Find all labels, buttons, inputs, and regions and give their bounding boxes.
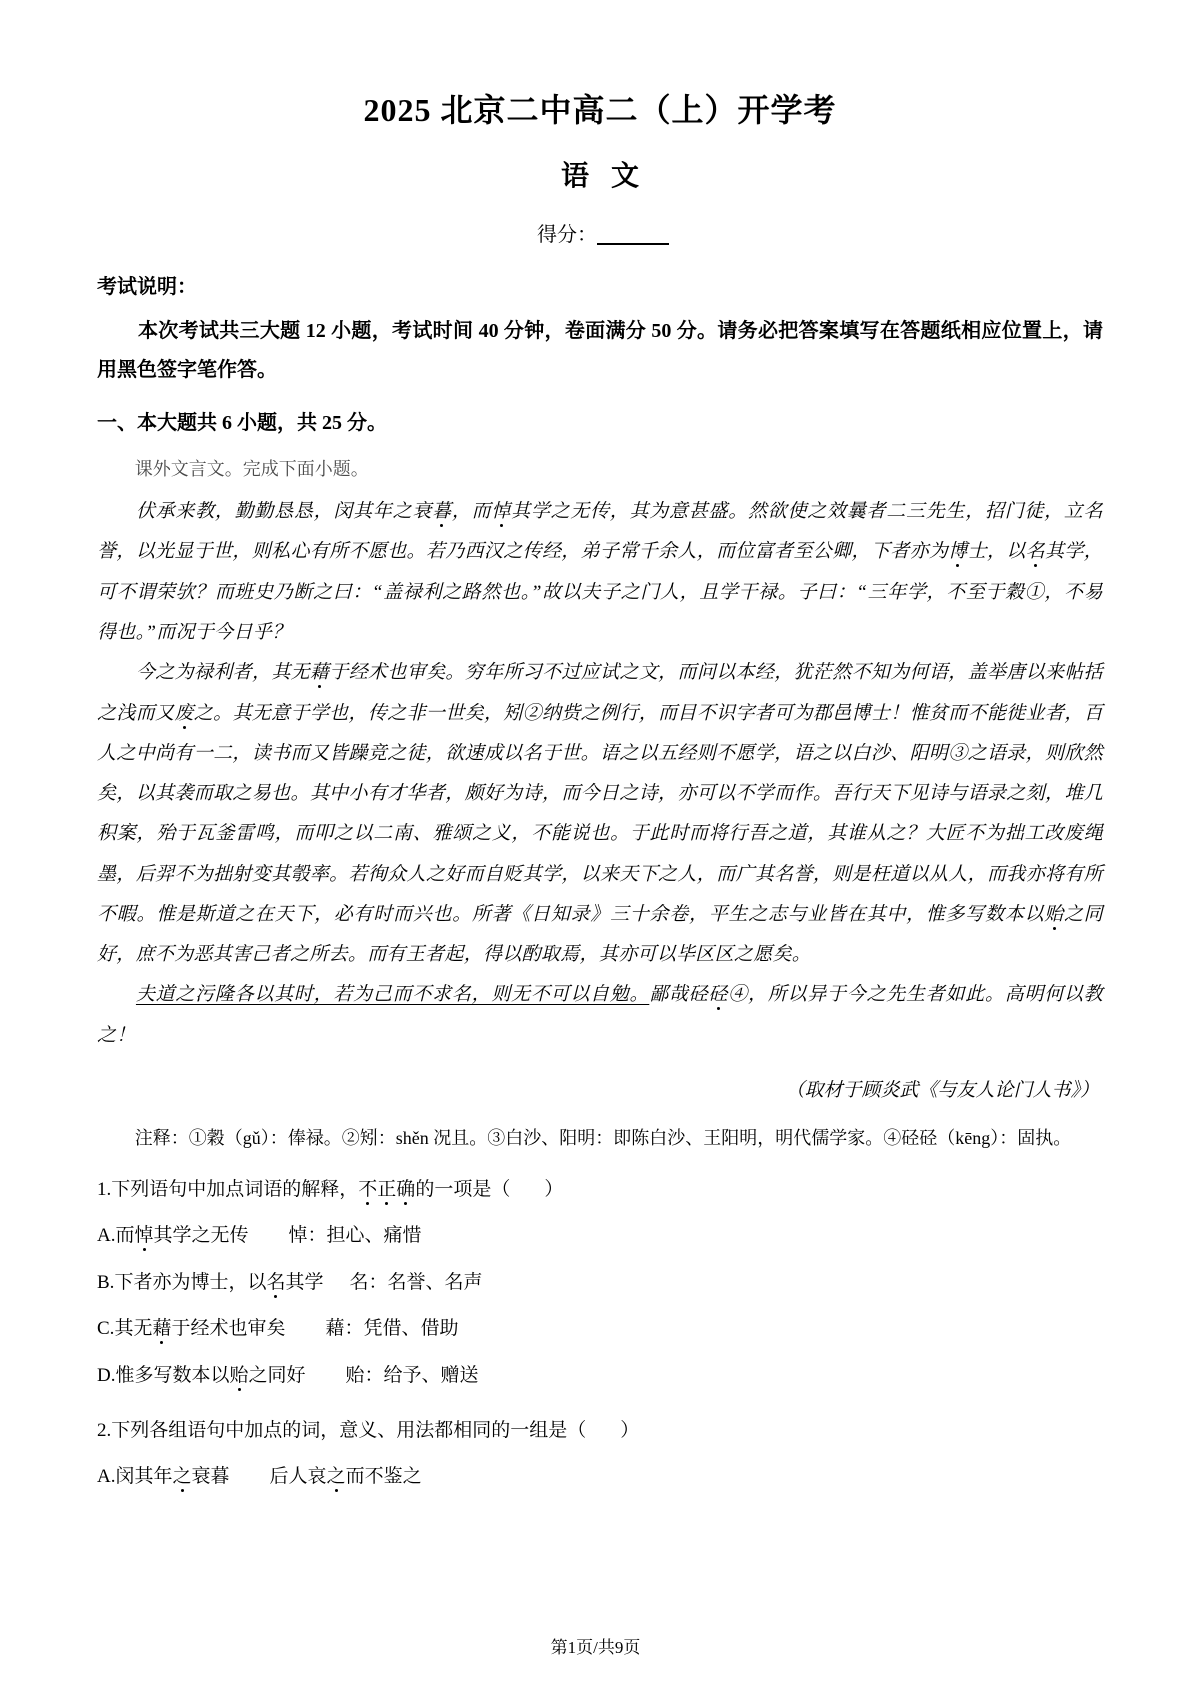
question-text: 的一项是（: [415, 1178, 511, 1200]
passage-source: （取材于顾炎武《与友人论门人书》）: [785, 1079, 1099, 1101]
option-sentence: 下者亦为博士，以: [114, 1271, 267, 1293]
option-sentence: 其无: [114, 1318, 153, 1340]
emphasis-char: 博: [948, 541, 968, 563]
question-1-option-b[interactable]: [97, 1263, 1103, 1304]
footnote-1: ①穀（gǔ）：俸禄。: [188, 1127, 342, 1148]
page-title: 2025 北京二中高二（上）开学考: [363, 92, 837, 128]
emphasis-char: 贻: [1044, 903, 1064, 925]
passage-text: 今之为禄利者，其无: [135, 662, 311, 684]
option-sentence: 惟多写数本以: [115, 1365, 230, 1387]
emphasis-char: 之: [326, 1466, 346, 1488]
emphasis-char: 藉: [310, 662, 330, 684]
emphasis-char: 悼: [134, 1224, 154, 1246]
section-heading: 一、本大题共 6 小题，共 25 分。: [97, 412, 387, 434]
option-sentence: 而不鉴之: [345, 1466, 422, 1488]
question-emphasis: [358, 1179, 415, 1200]
passage-text: 其学之无传，其为意甚盛。然欲使之效曩者二三先生，招门徒，立名誉，以光显于世，则私心有所不愿也。若乃西汉之传经，弟子常千余人，而位富者至公卿，下者亦为: [97, 501, 1103, 563]
emphasis-char: 贻: [229, 1365, 249, 1387]
emphasis-char: 废: [174, 702, 194, 724]
option-letter: A.: [97, 1466, 116, 1488]
option-sentence: 后人哀: [269, 1466, 327, 1488]
footnote-3: ③白沙、阳明：即陈白沙、王阳明，明代儒学家。: [487, 1127, 884, 1148]
option-letter: B.: [97, 1271, 115, 1293]
page-footer: 第1页/共9页: [550, 1638, 641, 1657]
option-letter: D.: [97, 1365, 116, 1387]
passage-text: 伏承来教，勤勤恳恳，闵其年之衰: [135, 501, 433, 523]
option-sentence: 其学: [285, 1271, 324, 1293]
emphasis-char: 正: [377, 1178, 397, 1200]
emphasis-char: 硁: [708, 984, 729, 1006]
question-1-stem: [97, 1170, 1103, 1210]
option-letter: C.: [97, 1318, 115, 1340]
option-gloss: 贻：给予、赠送: [345, 1365, 479, 1387]
question-number: 2.: [97, 1420, 112, 1442]
score-blank[interactable]: [597, 243, 669, 245]
footnotes: [97, 1120, 1103, 1156]
footnotes-label: 注释：: [134, 1127, 189, 1148]
emphasis-char: 之: [172, 1466, 192, 1488]
option-sentence: 闵其年: [115, 1466, 173, 1488]
question-2-stem: [97, 1411, 1103, 1451]
passage-text: ④，所以异于今之先生者如此。高明何以教之！: [97, 984, 1103, 1046]
question-text: 下列语句中加点词语的解释，: [111, 1178, 359, 1200]
score-label: 得分：: [537, 224, 597, 246]
passage-paragraph-3: [97, 975, 1103, 1056]
passage-text: 于经术也审矣。穷年所习不过应试之文，而问以本经，犹茫然不知为何语，盖举唐以来帖括之浅而又: [97, 662, 1103, 724]
emphasis-char: 名: [1025, 541, 1046, 563]
instructions-label: 考试说明：: [97, 276, 197, 298]
question-text: ）: [620, 1420, 640, 1442]
option-gloss: 藉：凭借、借助: [325, 1318, 459, 1340]
emphasis-char: 确: [396, 1178, 416, 1200]
underlined-sentence: 夫道之污隆各以其时，若为己而不求名，则无不可以自勉。: [135, 984, 650, 1006]
emphasis-char: 不: [358, 1178, 378, 1200]
section-lead: 课外文言文。完成下面小题。: [134, 459, 369, 479]
option-gloss: 悼：担心、痛惜: [288, 1224, 422, 1246]
question-1-option-c[interactable]: [97, 1309, 1103, 1350]
option-sentence: 之同好: [248, 1365, 306, 1387]
question-2-option-a[interactable]: [97, 1457, 1103, 1498]
classical-passage: [97, 492, 1103, 1056]
emphasis-char: 暮: [432, 501, 452, 523]
emphasis-char: 悼: [491, 501, 512, 523]
passage-text: 之。其无意于学也，传之非一世矣，矧②纳赀之例行，而目不识字者可为郡邑博士！惟贫而不能徙业者，百人之中尚有一二，读书而又皆躁竞之徒，欲速成以名于世。语之以五经则不愿学，语之以白沙、阳明③之语录，则欣然矣，以其袭而取之易也。其中小有才华者，颇好为诗，而今日之诗，亦可以不学而作。吾行天下见诗与语录之刻，堆几积案，殆于瓦釜雷鸣，而叩之以二南、雅颂之义，不能说也。于此时而将行吾之道，其谁从之？大匠不为拙工改废绳墨，后羿不为拙射变其彀率。若徇众人之好而自贬其学，以来天下之人，而广其名誉，则是枉道以从人，而我亦将有所不暇。惟是斯道之在天下，必有时而兴也。所著《日知录》三十余卷，平生之志与业皆在其中，惟多写数本以: [97, 702, 1103, 925]
option-sentence: 衰暮: [191, 1466, 230, 1488]
option-gloss: 名：名誉、名声: [349, 1271, 483, 1293]
footnote-2: ②矧：shěn 况且。: [341, 1127, 488, 1148]
question-text: ）: [544, 1178, 564, 1200]
question-text: 下列各组语句中加点的词，意义、用法都相同的一组是（: [111, 1420, 587, 1442]
passage-text: 鄙哉硁: [649, 984, 709, 1006]
passage-text: 士，以: [967, 541, 1026, 563]
question-1-option-a[interactable]: [97, 1216, 1103, 1257]
footnote-4: ④硁硁（kēng）：固执。: [883, 1127, 1072, 1148]
option-letter: A.: [97, 1224, 116, 1246]
passage-paragraph-2: [97, 653, 1103, 975]
option-sentence: 而: [115, 1224, 135, 1246]
passage-paragraph-1: [97, 492, 1103, 653]
instructions-body: 本次考试共三大题 12 小题，考试时间 40 分钟，卷面满分 50 分。请务必把答案填写在答题纸相应位置上，请用黑色签字笔作答。: [97, 320, 1103, 381]
passage-text: 其学，可不谓荣欤？而班史乃断之曰：“盖禄利之路然也。”故以夫子之门人，且学干禄。子曰：“三年学，不至于穀①，不易得也。”而况于今日乎？: [97, 541, 1104, 643]
option-sentence: 于经术也审矣: [171, 1318, 286, 1340]
option-sentence: 其学之无传: [153, 1224, 249, 1246]
emphasis-char: 藉: [152, 1318, 172, 1340]
score-line: [97, 218, 1103, 247]
passage-text: ，而: [451, 501, 492, 523]
emphasis-char: 名: [266, 1271, 286, 1293]
question-number: 1.: [97, 1178, 112, 1200]
question-1-option-d[interactable]: [97, 1356, 1103, 1397]
passage-text: 之同好，庶不为恶其害己者之所去。而有王者起，得以酌取焉，其亦可以毕区区之愿矣。: [97, 903, 1103, 966]
subject-title: 语文: [560, 161, 661, 192]
